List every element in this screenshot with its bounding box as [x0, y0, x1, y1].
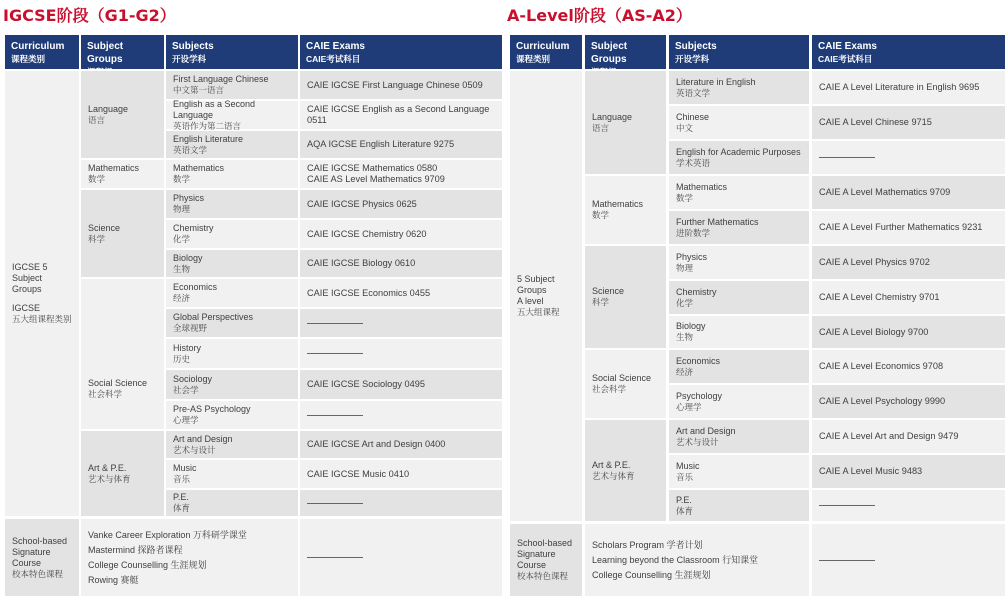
subject-cell: Economics 经济	[166, 279, 298, 307]
list-item: Learning beyond the Classroom 行知课堂	[592, 554, 759, 565]
subject-cell: Art and Design 艺术与设计	[166, 431, 298, 458]
empty-dash	[819, 157, 875, 158]
exam-cell: CAIE A Level Mathematics 9709	[812, 176, 1005, 209]
subject-cell: P.E. 体育	[669, 490, 809, 521]
exam-cell: CAIE A Level Physics 9702	[812, 246, 1005, 279]
subject-cell: English for Academic Purposes 学术英语	[669, 141, 809, 174]
group-art-pe: Art & P.E. 艺术与体育	[585, 420, 666, 521]
subject-cell: P.E. 体育	[166, 490, 298, 516]
subject-cell: Physics 物理	[669, 246, 809, 279]
list-item: Rowing 赛艇	[88, 574, 139, 585]
group-science: Science 科学	[585, 246, 666, 348]
school-based-list	[585, 524, 809, 596]
empty-dash	[307, 415, 363, 416]
exam-cell: CAIE A Level Chinese 9715	[812, 106, 1005, 139]
subject-cell: Chemistry 化学	[166, 220, 298, 248]
exam-cell: CAIE A Level Art and Design 9479	[812, 420, 1005, 453]
exam-cell: CAIE IGCSE Physics 0625	[300, 190, 502, 218]
list-item: College Counselling 生涯规划	[592, 569, 711, 580]
empty-dash	[307, 503, 363, 504]
group-mathematics: Mathematics 数学	[585, 176, 666, 244]
group-mathematics: Mathematics 数学	[81, 160, 164, 188]
school-based-cell: School-based Signature Course 校本特色课程	[510, 524, 582, 596]
curriculum-cell: 5 Subject Groups A level 五大组课程	[510, 71, 582, 521]
exam-cell: CAIE IGCSE Art and Design 0400	[300, 431, 502, 458]
exam-cell: CAIE IGCSE Sociology 0495	[300, 370, 502, 399]
subject-cell: Physics 物理	[166, 190, 298, 218]
empty-dash	[307, 323, 363, 324]
subject-cell: First Language Chinese 中文第一语言	[166, 71, 298, 99]
exam-cell: CAIE IGCSE Biology 0610	[300, 250, 502, 277]
group-language: Language 语言	[81, 71, 164, 158]
header-caie-exams: CAIE Exams CAIE考试科目	[300, 35, 502, 69]
exam-cell: CAIE A Level Economics 9708	[812, 350, 1005, 383]
subject-cell: Music 音乐	[669, 455, 809, 488]
subject-cell: Mathematics 数学	[669, 176, 809, 209]
header-subjects: Subjects 开设学科	[669, 35, 809, 69]
exam-cell: CAIE A Level Further Mathematics 9231	[812, 211, 1005, 244]
exam-cell: CAIE IGCSE First Language Chinese 0509	[300, 71, 502, 99]
exam-cell	[300, 309, 502, 337]
subject-cell: Chinese 中文	[669, 106, 809, 139]
subject-cell: Chemistry 化学	[669, 281, 809, 314]
exam-cell	[300, 401, 502, 429]
header-curriculum: Curriculum 课程类别	[510, 35, 582, 69]
header-curriculum: Curriculum 课程类别	[5, 35, 79, 69]
header-subject-groups: Subject Groups	[81, 35, 164, 69]
exam-cell: CAIE A Level Chemistry 9701	[812, 281, 1005, 314]
subject-cell: Sociology 社会学	[166, 370, 298, 399]
header-caie-exams: CAIE Exams CAIE考试科目	[812, 35, 1005, 69]
subject-cell: Art and Design 艺术与设计	[669, 420, 809, 453]
group-social-science: Social Science 社会科学	[585, 350, 666, 418]
exam-cell: CAIE IGCSE Economics 0455	[300, 279, 502, 307]
subject-cell: Mathematics 数学	[166, 160, 298, 188]
alevel-title: A-Level阶段（AS-A2）	[507, 6, 692, 25]
exam-cell: CAIE A Level Biology 9700	[812, 316, 1005, 348]
exam-cell	[300, 339, 502, 368]
empty-dash	[307, 353, 363, 354]
exam-cell: CAIE IGCSE English as a Second Language 0511	[300, 101, 502, 129]
empty-dash	[819, 505, 875, 506]
subject-cell: Economics 经济	[669, 350, 809, 383]
empty-dash	[819, 560, 875, 561]
subject-cell: Further Mathematics 进阶数学	[669, 211, 809, 244]
group-art-pe: Art & P.E. 艺术与体育	[81, 431, 164, 516]
school-based-cell: School-based Signature Course 校本特色课程	[5, 519, 79, 596]
exam-cell	[812, 524, 1005, 596]
group-science: Science 科学	[81, 190, 164, 277]
header-subject-groups: Subject Groups	[585, 35, 666, 69]
exam-cell: CAIE IGCSE Music 0410	[300, 460, 502, 488]
subject-cell: English Literature 英语文学	[166, 131, 298, 158]
subject-cell: Psychology 心理学	[669, 385, 809, 418]
subject-cell: Global Perspectives 全球视野	[166, 309, 298, 337]
list-item: Vanke Career Exploration 万科研学课堂	[88, 529, 247, 540]
group-social-science: Social Science 社会科学	[81, 279, 164, 429]
subject-cell: History 历史	[166, 339, 298, 368]
exam-cell: CAIE IGCSE Mathematics 0580 CAIE AS Level Mathematics 9709	[300, 160, 502, 188]
exam-cell: AQA IGCSE English Literature 9275	[300, 131, 502, 158]
igcse-title: IGCSE阶段（G1-G2）	[3, 6, 176, 25]
list-item: Scholars Program 学者计划	[592, 539, 703, 550]
curriculum-cell: IGCSE 5 Subject Groups IGCSE 五大组课程类别	[5, 71, 79, 516]
exam-cell	[300, 519, 502, 596]
exam-cell	[812, 141, 1005, 174]
subject-cell: Biology 生物	[669, 316, 809, 348]
subject-cell: English as a Second Language 英语作为第二语言	[166, 101, 298, 129]
exam-cell: CAIE IGCSE Chemistry 0620	[300, 220, 502, 248]
exam-cell: CAIE A Level Music 9483	[812, 455, 1005, 488]
subject-cell: Biology 生物	[166, 250, 298, 277]
subject-cell: Music 音乐	[166, 460, 298, 488]
exam-cell: CAIE A Level Literature in English 9695	[812, 71, 1005, 104]
school-based-list	[81, 519, 298, 596]
header-subjects: Subjects 开设学科	[166, 35, 298, 69]
subject-cell: Literature in English 英语文学	[669, 71, 809, 104]
exam-cell	[812, 490, 1005, 521]
exam-cell: CAIE A Level Psychology 9990	[812, 385, 1005, 418]
list-item: College Counselling 生涯规划	[88, 559, 207, 570]
list-item: Mastermind 探路者课程	[88, 544, 183, 555]
empty-dash	[307, 557, 363, 558]
exam-cell	[300, 490, 502, 516]
group-language: Language 语言	[585, 71, 666, 174]
subject-cell: Pre-AS Psychology 心理学	[166, 401, 298, 429]
